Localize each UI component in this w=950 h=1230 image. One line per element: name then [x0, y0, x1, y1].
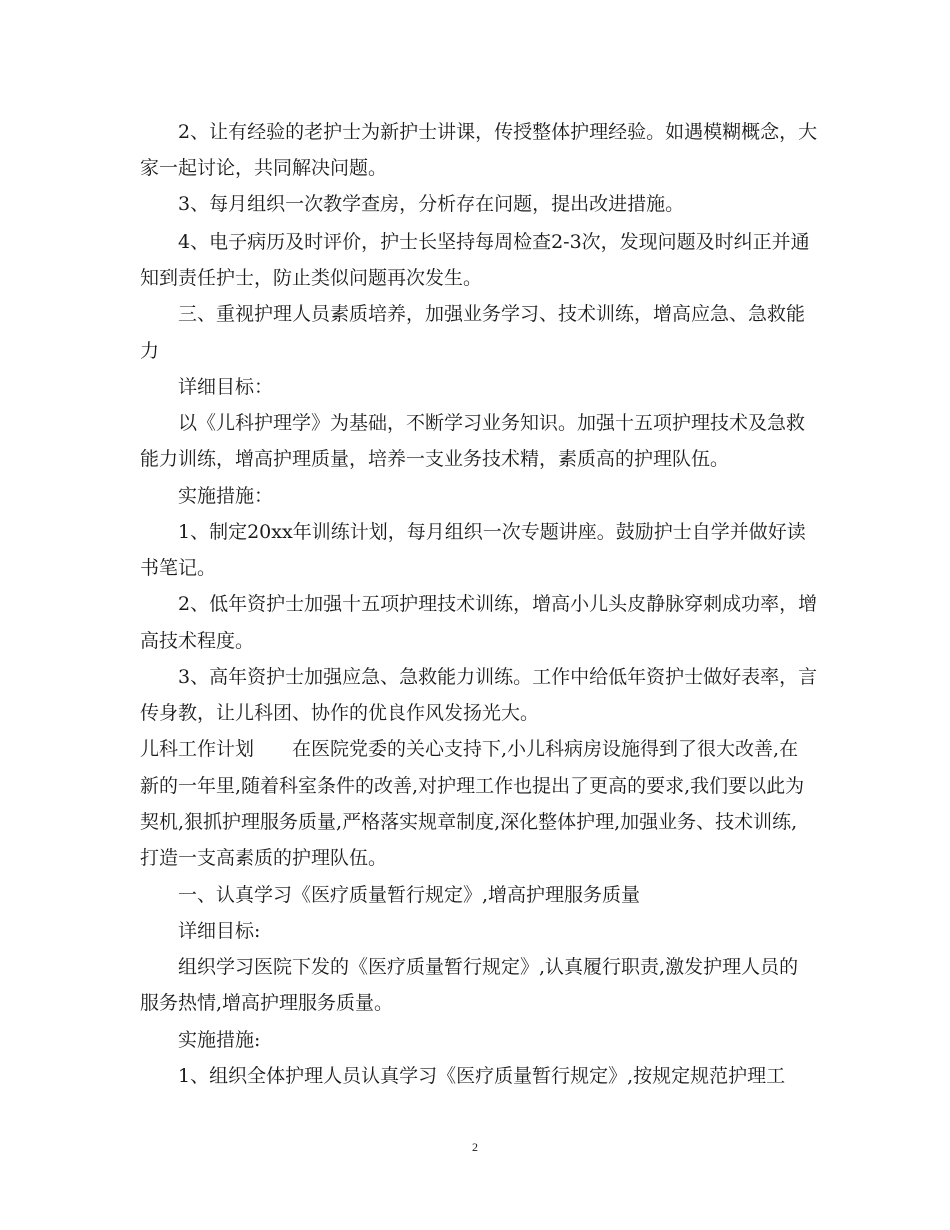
page-number: 2	[472, 1140, 478, 1154]
plan-paragraph-line	[140, 737, 820, 761]
plan-paragraph-line: 契机,狠抓护理服务质量,严格落实规章制度,深化整体护理,加强业务、技术训练,	[140, 811, 798, 833]
plan-text: 在医院党委的关心支持下,小儿科病房设施得到了很大改善,在	[292, 738, 799, 760]
paragraph-line: 能力训练，增高护理质量，培养一支业务技术精，素质高的护理队伍。	[140, 448, 730, 470]
section-heading: 一、认真学习《医疗质量暂行规定》,增高护理服务质量	[178, 884, 641, 906]
paragraph-line: 1、组织全体护理人员认真学习《医疗质量暂行规定》,按规定规范护理工	[178, 1065, 786, 1087]
paragraph-line: 1、制定20xx年训练计划，每月组织一次专题讲座。鼓励护士自学并做好读	[178, 521, 806, 543]
paragraph-line: 2、让有经验的老护士为新护士讲课，传授整体护理经验。如遇模糊概念，大	[178, 121, 818, 143]
paragraph-line: 服务热情,增高护理服务质量。	[140, 992, 394, 1014]
goal-label: 详细目标:	[178, 920, 261, 942]
plan-paragraph-line: 打造一支高素质的护理队伍。	[140, 847, 388, 869]
paragraph-line: 3、高年资护士加强应急、急救能力训练。工作中给低年资护士做好表率，言	[178, 666, 818, 688]
goal-label: 详细目标：	[178, 376, 274, 398]
section-heading: 力	[140, 340, 160, 362]
measure-label: 实施措施:	[178, 1029, 261, 1051]
paragraph-line: 家一起讨论，共同解决问题。	[140, 157, 388, 179]
paragraph-line: 3、每月组织一次教学查房，分析存在问题，提出改进措施。	[178, 193, 685, 215]
paragraph-line: 以《儿科护理学》为基础，不断学习业务知识。加强十五项护理技术及急救	[178, 412, 806, 434]
plan-title: 儿科工作计划	[140, 738, 255, 760]
paragraph-line: 传身教，让儿科团、协作的优良作风发扬光大。	[140, 702, 540, 724]
plan-paragraph-line: 新的一年里,随着科室条件的改善,对护理工作也提出了更高的要求,我们要以此为	[140, 775, 805, 797]
measure-label: 实施措施：	[178, 485, 274, 507]
paragraph-line: 书笔记。	[140, 557, 217, 579]
section-heading: 三、重视护理人员素质培养，加强业务学习、技术训练，增高应急、急救能	[178, 303, 806, 325]
paragraph-line: 4、电子病历及时评价，护士长坚持每周检查2-3次，发现问题及时纠正并通	[178, 231, 810, 253]
paragraph-line: 2、低年资护士加强十五项护理技术训练，增高小儿头皮静脉穿刺成功率，增	[178, 593, 818, 615]
paragraph-line: 知到责任护士，防止类似问题再次发生。	[140, 267, 483, 289]
paragraph-line: 组织学习医院下发的《医疗质量暂行规定》,认真履行职责,激发护理人员的	[178, 956, 799, 978]
paragraph-line: 高技术程度。	[140, 630, 255, 652]
